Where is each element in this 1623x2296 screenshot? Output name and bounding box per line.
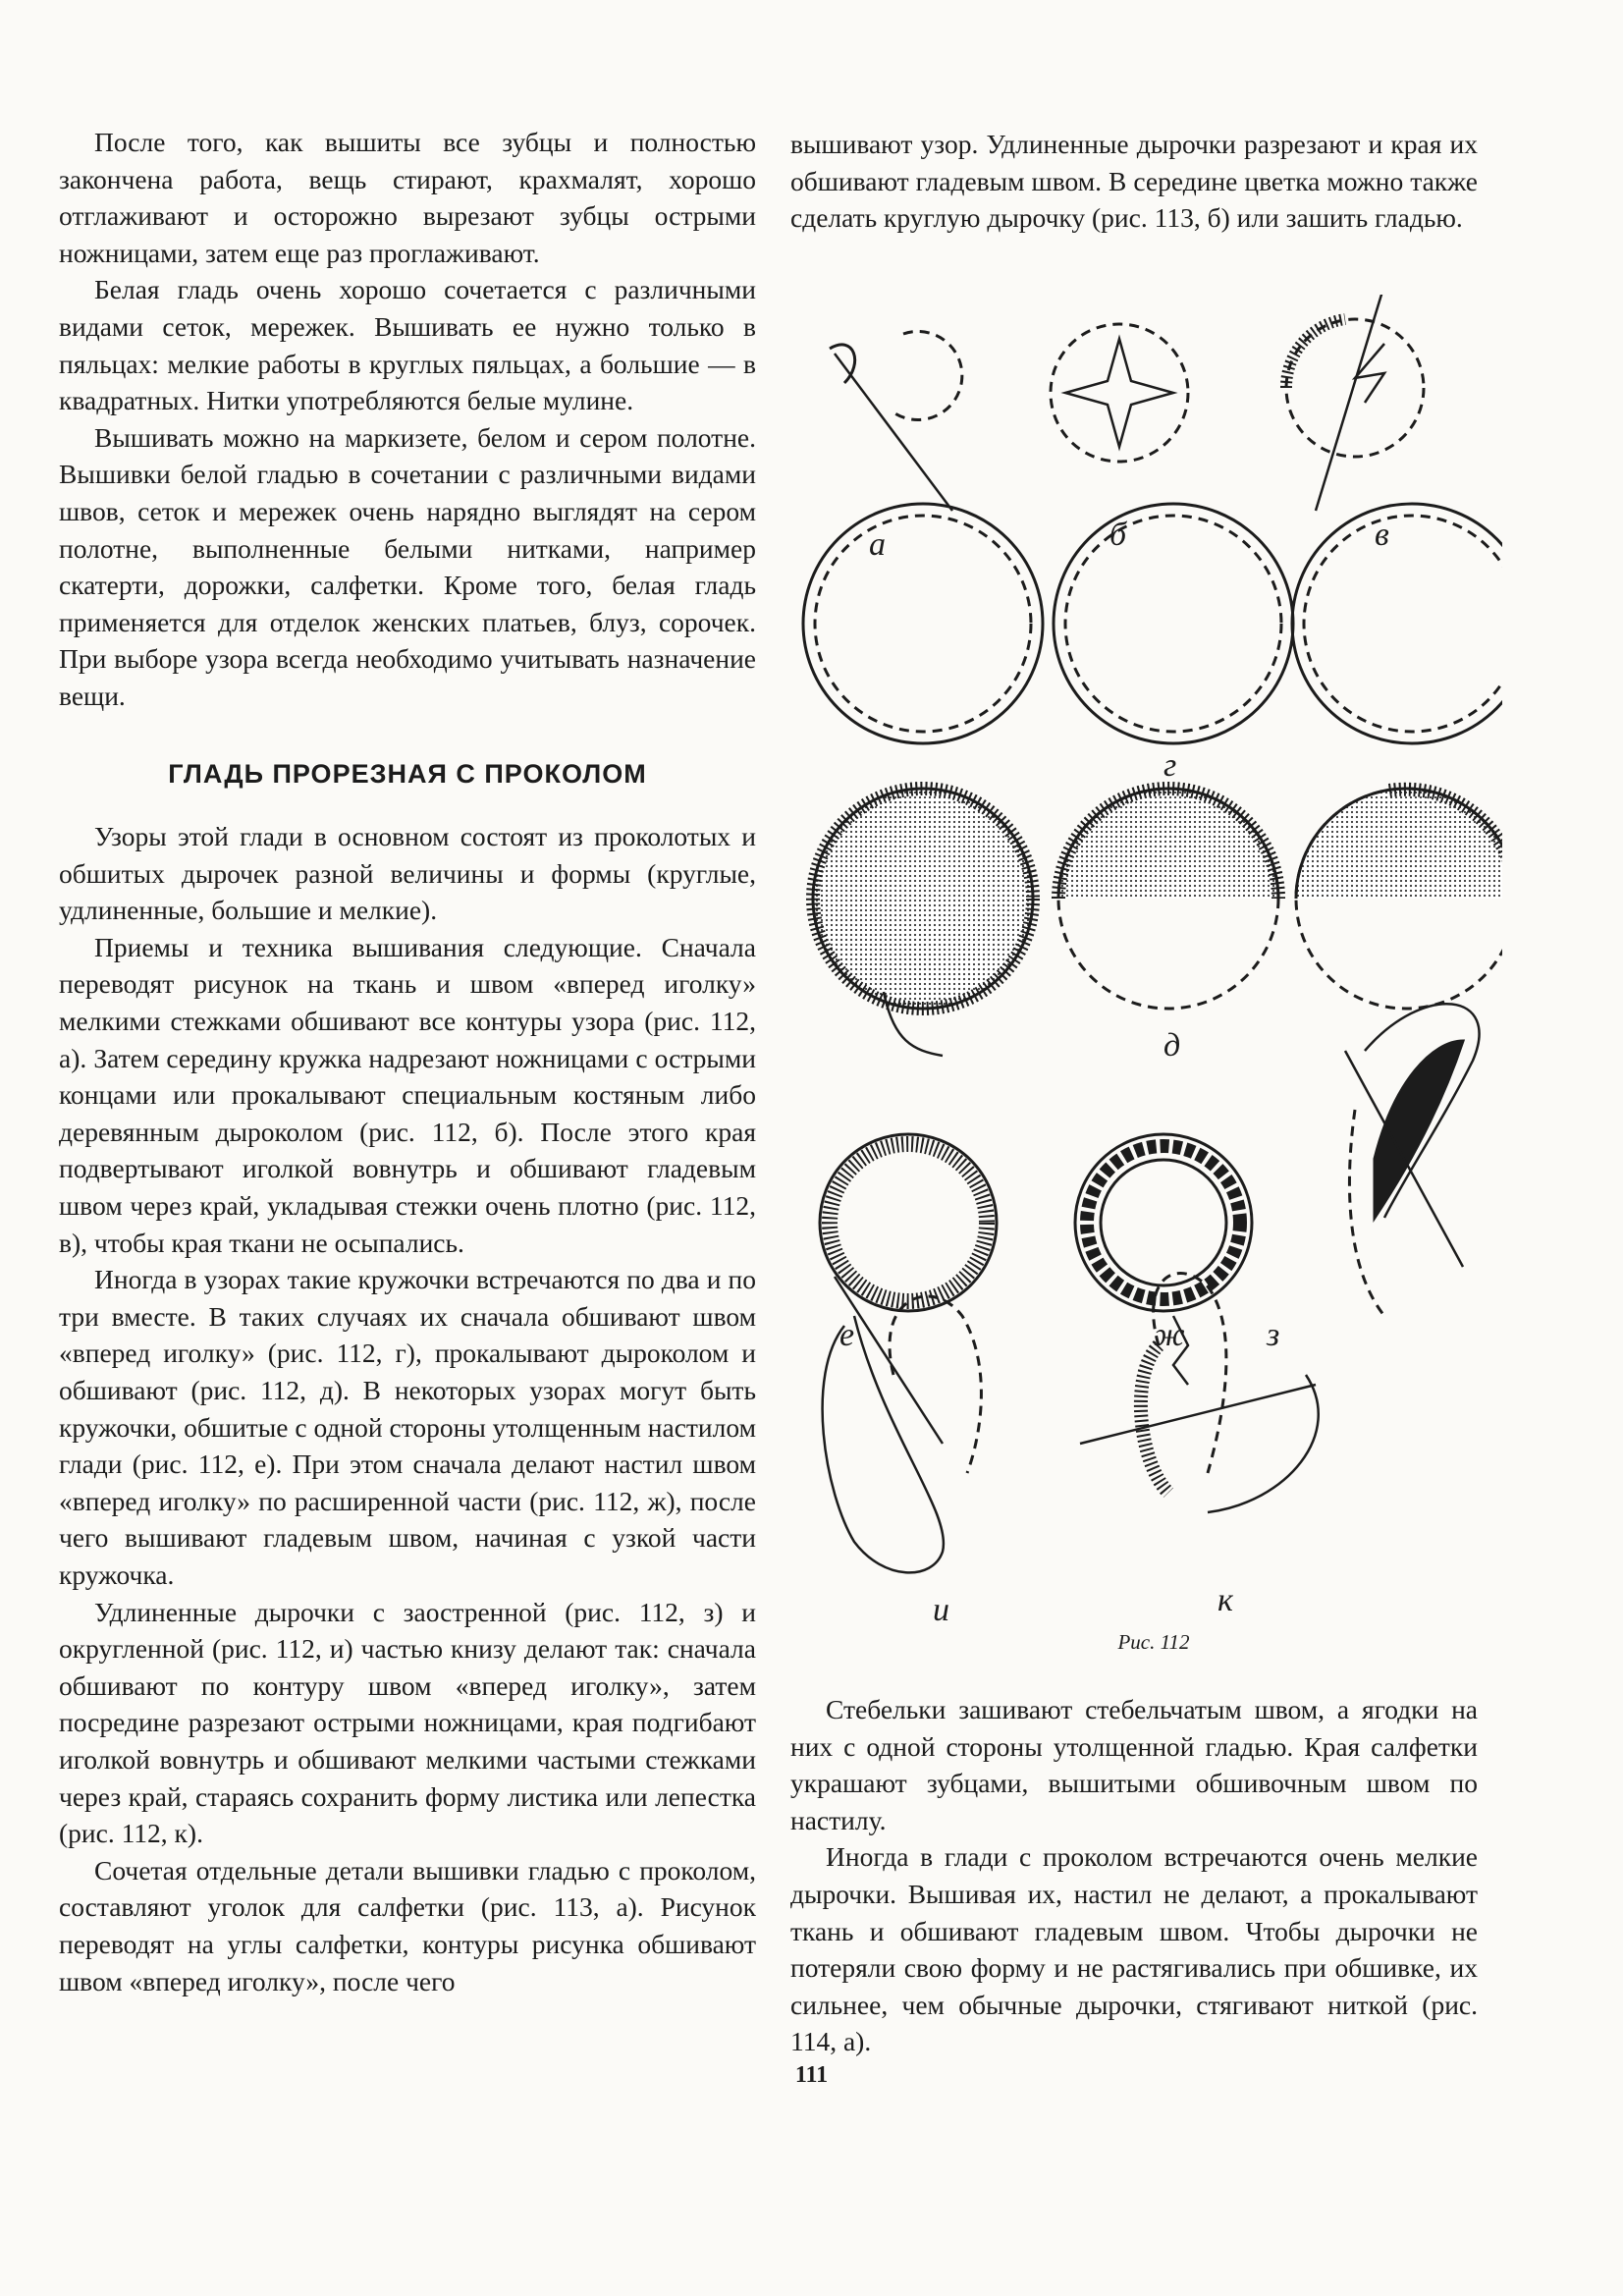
figure-e-ring <box>820 1134 997 1311</box>
figure-label-zh: ж <box>1154 1317 1185 1353</box>
figure-b-star <box>1051 324 1188 462</box>
figure-label-e: е <box>839 1317 855 1353</box>
paragraph: Стебельки зашивают стебельчатым швом, а ягодки на них с одной стороны утолщенной гладью. Края салфетки украшают зубцами, вышитыми обшивочным швом по настилу. <box>790 1694 1478 1835</box>
paragraph: Узоры этой глади в основном состоят из проколотых и обшитых дырочек разной величины и формы (круглые, удлиненные, большие и мелкие). <box>59 821 756 926</box>
figure-label-d: д <box>1163 1027 1181 1064</box>
paragraph: вышивают узор. Удлиненные дырочки разрезают и края их обшивают гладевым швом. В середине цветка можно также сделать круглую дырочку (рис. 113, б) или зашить гладью. <box>790 129 1478 234</box>
figure-label-b: б <box>1109 517 1127 553</box>
figure-label-v: в <box>1375 517 1389 553</box>
figure-label-z: з <box>1267 1317 1280 1353</box>
paragraph: Сочетая отдельные детали вышивки гладью с проколом, составляют уголок для салфетки (рис. 113, а). Рисунок переводят на углы салфетки, контуры рисунка обшивают швом «вперед иголку», после чего <box>59 1854 756 1996</box>
section-heading: ГЛАДЬ ПРОРЕЗНАЯ С ПРОКОЛОМ <box>168 758 647 789</box>
figure-k-leaf <box>1080 1274 1319 1513</box>
figure-a-needle <box>830 331 962 511</box>
figure-label-g: г <box>1163 747 1177 784</box>
figure-z-leaf <box>1345 1004 1480 1316</box>
figure-caption: Рис. 112 <box>1117 1630 1190 1654</box>
paragraph: Белая гладь очень хорошо сочетается с различными видами сеток, мережек. Вышивать ее нужно только в пяльцах: мелкие работы в круглых пяльцах, а большие — в квадратных. Нитки употребляются белые мулине. <box>59 274 756 416</box>
right-column-bottom <box>790 1691 1478 2060</box>
embroidery-figure <box>795 295 1502 1669</box>
left-column <box>59 124 756 1999</box>
right-column-top <box>790 126 1478 237</box>
paragraph: После того, как вышиты все зубцы и полностью закончена работа, вещь стирают, крахмалят, хорошо отглаживают и осторожно вырезают зубцы острыми ножницами, затем еще раз проглаживают. <box>59 127 756 268</box>
paragraph: Вышивать можно на маркизете, белом и сером полотне. Вышивки белой гладью в сочетании с различными видами швов, сеток и мережек очень нарядно выглядят на сером полотне, выполненные белыми нитками, например скатерти, дорожки, салфетки. Кроме того, белая гладь применяется для отделок женских платьев, блуз, сорочек. При выборе узора всегда необходимо учитывать назначение вещи. <box>59 421 756 711</box>
figure-zh-ring <box>1075 1134 1252 1311</box>
figure-v-needle <box>1286 295 1424 511</box>
figure-label-k: к <box>1217 1582 1233 1618</box>
paragraph: Иногда в узорах такие кружочки встречаются по два и по три вместе. В таких случаях их сначала обшивают швом «вперед иголку» (рис. 112, г), прокалывают дыроколом и обшивают (рис. 112, д). В некоторых узорах могут быть кружочки, обшитые с одной стороны утолщенным настилом глади (рис. 112, е). При этом сначала делают настил швом «вперед иголку» по расширенной части (рис. 112, ж), после чего вышивают гладевым швом, начиная с узкой части кружочка. <box>59 1264 756 1590</box>
page-number: 111 <box>794 2062 829 2088</box>
figure-d-rings <box>813 789 1502 1056</box>
paragraph: Иногда в глади с проколом встречаются очень мелкие дырочки. Вышивая их, настил не делают, а прокалывают ткань и обшивают гладевым швом. Чтобы дырочки не потеряли свою форму и не растягивались при обшивке, их сильнее, чем обычные дырочки, стягивают ниткой (рис. 114, а). <box>790 1841 1478 2057</box>
figure-label-a: а <box>869 526 886 563</box>
figure-g-rings <box>803 504 1502 743</box>
paragraph: Удлиненные дырочки с заостренной (рис. 112, з) и округленной (рис. 112, и) частью книзу делают так: сначала обшивают по контуру швом «вперед иголку», затем посредине разрезают острыми ножницами, края подгибают иголкой вовнутрь и обшивают мелкими частыми стежками через край, стараясь сохранить форму листика или лепестка (рис. 112, к). <box>59 1596 756 1849</box>
paragraph: Приемы и техника вышивания следующие. Сначала переводят рисунок на ткань и швом «вперед иголку» мелкими стежками обшивают все контуры узора (рис. 112, а). Затем середину кружка надрезают ножницами с острыми концами или прокалывают специальным костяным либо деревянным дыроколом (рис. 112, б). После этого края подвертывают иголкой вовнутрь и обшивают гладевым швом через край, укладывая стежки очень плотно (рис. 112, в), чтобы края ткани не осыпались. <box>59 931 756 1258</box>
figure-label-i: и <box>933 1592 949 1628</box>
